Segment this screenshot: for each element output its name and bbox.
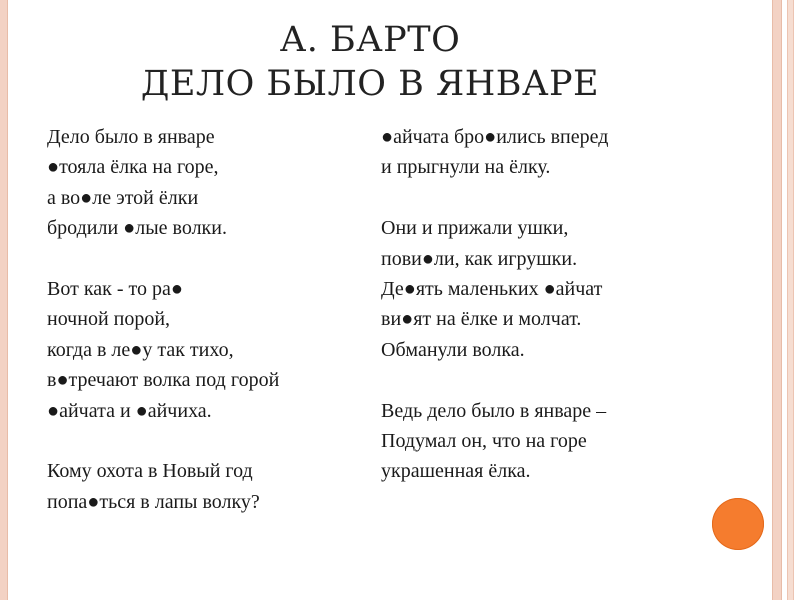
poem-line: Дело было в январе [47,126,215,148]
right-column [381,122,681,487]
poem-line: Кому охота в Новый год [47,460,253,483]
poem-line: в●тречают волка под горой [47,369,280,392]
poem-line: ночной порой, [47,308,171,331]
poem-line: украшенная ёлка. [381,460,531,483]
stanza [381,213,681,365]
right-edge-stripe [772,0,782,600]
poem-line: Обманули волка. [381,338,525,361]
author-title: А. БАРТО [279,20,461,60]
poem-line: попа●ться в лапы волку? [47,490,260,513]
stanza [47,122,367,244]
poem-line: Подумал он, что на горе [381,430,587,453]
stanza [47,274,367,426]
poem-line: ●айчата и ●айчиха. [47,399,212,422]
stanza [381,122,681,183]
orange-circle-icon [712,498,764,550]
poem-line: ●айчата бро●ились вперед [381,126,609,148]
poem-line: и прыгнули на ёлку. [381,156,551,179]
title-block [130,18,610,106]
poem-line: Де●ять маленьких ●айчат [381,278,603,301]
poem-line: Ведь дело было в январе – [381,399,607,422]
left-column [47,122,367,517]
poem-line: ви●ят на ёлке и молчат. [381,308,582,331]
poem-line: бродили ●лые волки. [47,217,227,240]
poem-line: Они и прижали ушки, [381,217,569,240]
stanza [47,456,367,517]
poem-line: Вот как - то ра● [47,278,183,301]
right-edge-stripe-outer [787,0,794,600]
poem-line: а во●ле этой ёлки [47,186,199,209]
poem-title: ДЕЛО БЫЛО В ЯНВАРЕ [140,64,600,104]
poem-line: когда в ле●у так тихо, [47,338,234,361]
left-edge-stripe [0,0,8,600]
poem-line: пови●ли, как игрушки. [381,247,578,270]
poem-line: ●тояла ёлка на горе, [47,156,219,179]
stanza [381,396,681,487]
